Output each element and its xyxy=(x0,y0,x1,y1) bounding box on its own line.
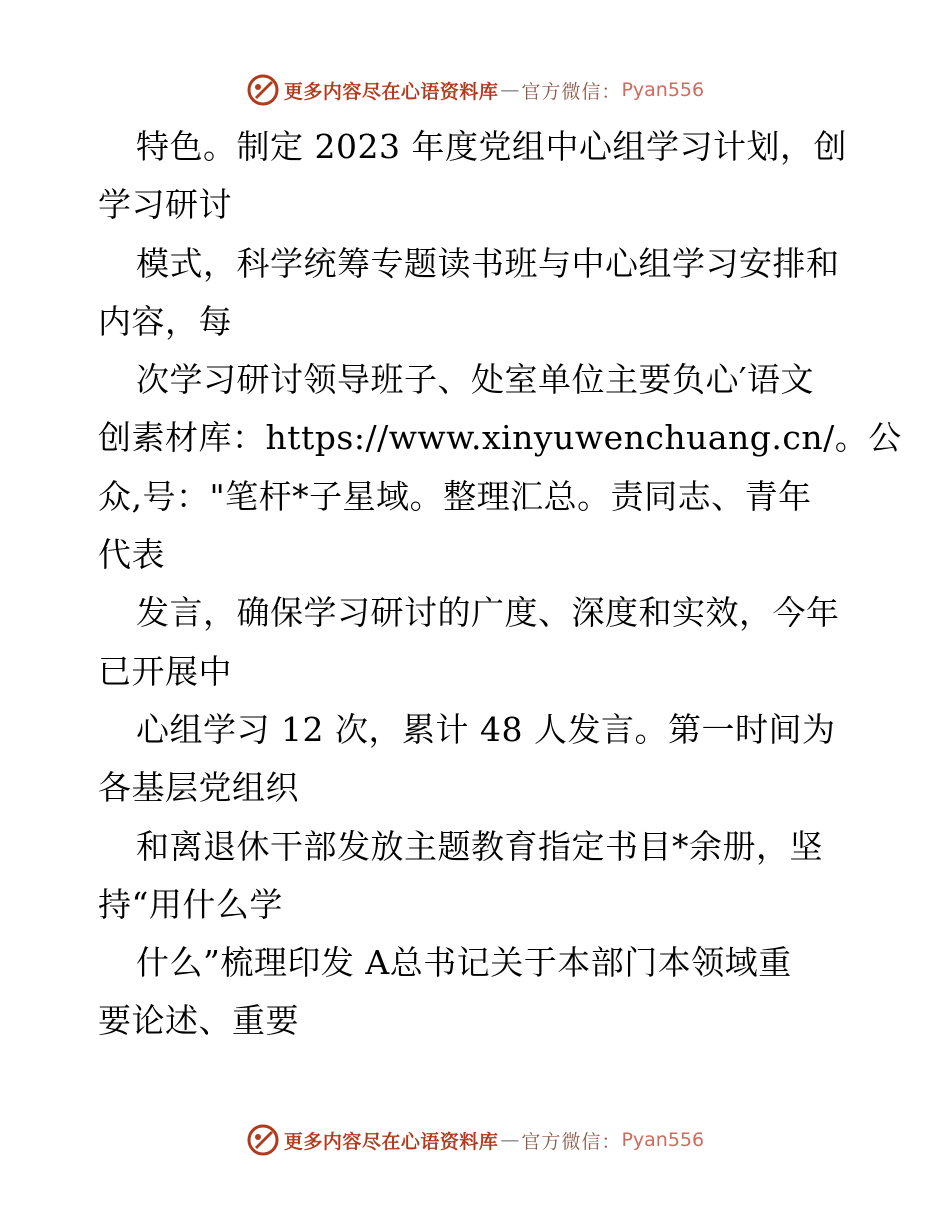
banner-wechat-id: Pyan556 xyxy=(621,1129,705,1151)
footer-banner xyxy=(0,1120,950,1160)
banner-wechat-id: Pyan556 xyxy=(621,79,705,101)
body-line: 众,号："笔杆*子星域。整理汇总。责同志、青年 xyxy=(98,476,812,516)
logo-icon xyxy=(246,73,280,107)
banner-brand: 更多内容尽在心语资料库 xyxy=(283,80,499,103)
body-line: 内容，每 xyxy=(98,301,232,341)
body-line: 要论述、重要 xyxy=(98,1001,299,1041)
banner-brand: 更多内容尽在心语资料库 xyxy=(283,1130,499,1153)
header-banner xyxy=(0,70,950,110)
banner-official-label: 官方微信： xyxy=(521,80,622,103)
body-line: 已开展中 xyxy=(98,651,232,691)
body-line: 持“用什么学 xyxy=(98,884,283,924)
logo-icon xyxy=(246,1123,280,1157)
body-line: 什么”梳理印发 A总书记关于本部门本领域重 xyxy=(136,943,792,983)
body-line: 心组学习 12 次，累计 48 人发言。第一时间为 xyxy=(136,709,836,749)
banner-official-label: 官方微信： xyxy=(521,1130,622,1153)
body-line: 特色。制定 2023 年度党组中心组学习计划，创 xyxy=(136,127,847,166)
body-line: 发言，确保学习研讨的广度、深度和实效，今年 xyxy=(136,593,840,633)
body-line: 代表 xyxy=(98,535,165,575)
body-line: 学习研讨 xyxy=(98,185,232,225)
banner-dash: — xyxy=(500,79,520,101)
body-line: 模式，科学统筹专题读书班与中心组学习安排和 xyxy=(136,243,840,283)
body-line: 创素材库：https://www.xinyuwenchuang.cn/。公 xyxy=(98,418,902,458)
body-line: 和离退休干部发放主题教育指定书目*余册，坚 xyxy=(136,826,823,866)
body-line: 次学习研讨领导班子、处室单位主要负心′语文 xyxy=(136,360,814,400)
body-line: 各基层党组织 xyxy=(98,768,299,808)
document-body xyxy=(98,118,902,1051)
banner-dash: — xyxy=(500,1129,520,1151)
